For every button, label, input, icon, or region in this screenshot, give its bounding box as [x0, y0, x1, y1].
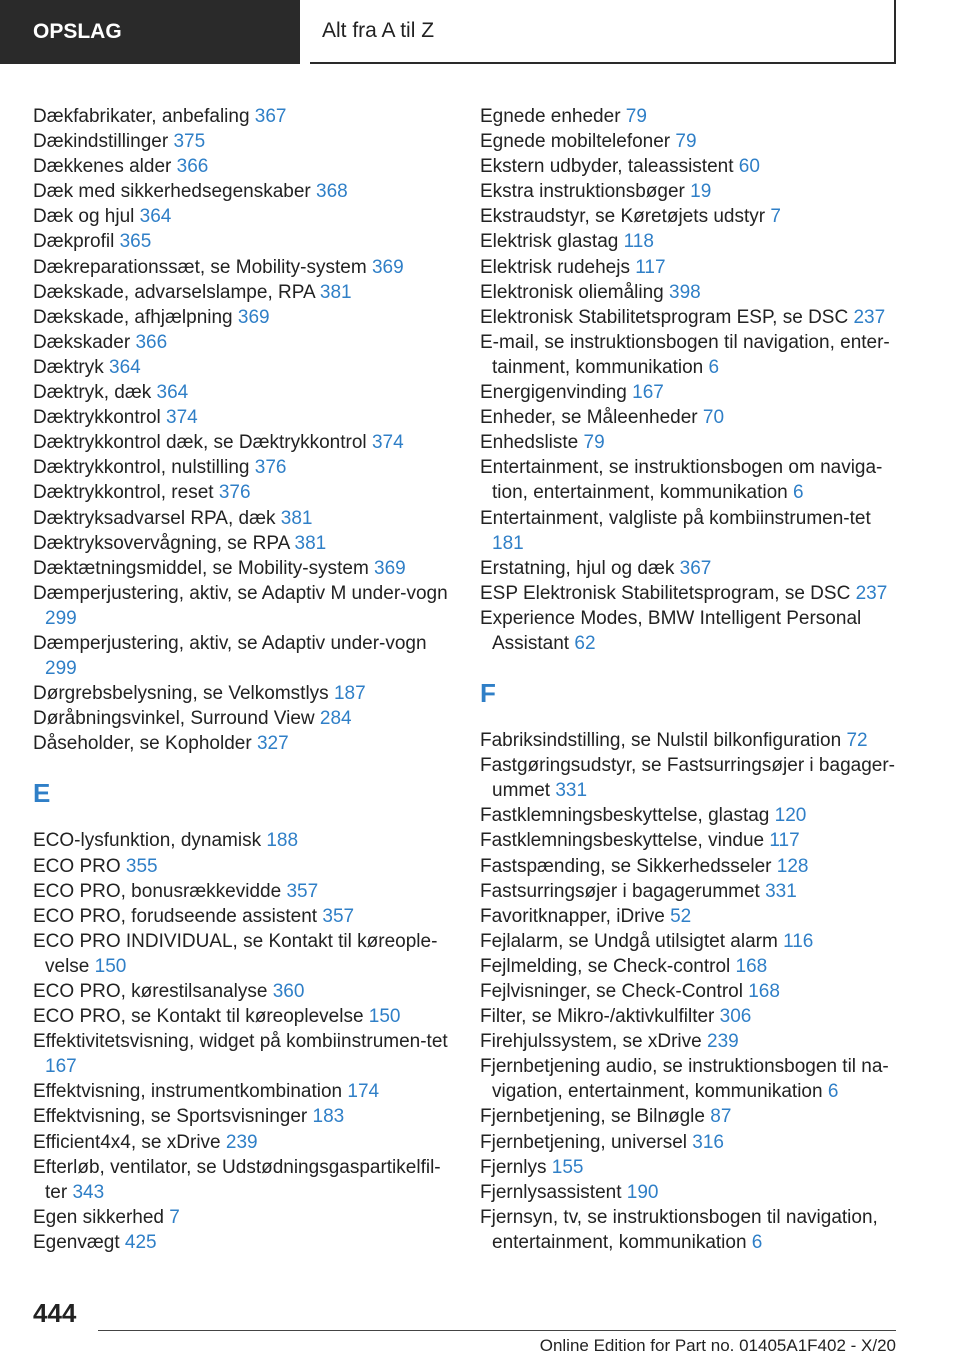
index-entry-term: ECO PRO INDIVIDUAL, se Kontakt til køreople-velse — [33, 930, 438, 977]
index-entry-term: Dækfabrikater, anbefaling — [33, 106, 250, 127]
index-entry-term: Energigenvinding — [480, 382, 627, 404]
index-page-link[interactable]: 355 — [125, 855, 158, 877]
index-entry — [33, 154, 453, 179]
index-entry — [480, 255, 900, 280]
index-entry — [480, 1155, 900, 1180]
index-page-link[interactable]: 327 — [256, 733, 289, 755]
index-entry — [33, 480, 453, 505]
index-page-link[interactable]: 60 — [738, 156, 760, 178]
index-entry-term: Dæmperjustering, aktiv, se Adaptiv under-vogn — [33, 632, 427, 654]
index-entry-term: Elektrisk glastag — [480, 231, 619, 253]
index-entry — [480, 506, 900, 556]
index-page-link[interactable]: 343 — [72, 1181, 105, 1203]
index-page-link[interactable]: 331 — [765, 880, 797, 902]
index-page-link[interactable]: 168 — [735, 955, 768, 977]
index-page-link[interactable]: 79 — [583, 432, 605, 454]
index-entry-term: Effektvisning, se Sportsvisninger — [33, 1106, 308, 1128]
index-page-link[interactable]: 52 — [670, 905, 692, 927]
index-entry-term: Fastspænding, se Sikkerhedsseler — [480, 855, 772, 877]
index-entry — [480, 828, 900, 853]
index-entry-term: Efficient4x4, se xDrive — [33, 1131, 221, 1153]
footer-edition: Online Edition for Part no. 01405A1F402 - X/20 — [539, 1336, 896, 1355]
index-entry-term: E-mail, se instruktionsbogen til navigation, enter-tainment, kommunikation — [480, 331, 890, 378]
index-entry-term: Dæk med sikkerhedsegenskaber — [33, 181, 311, 203]
index-entry-term: ECO PRO, bonusrækkevidde — [33, 880, 282, 902]
index-entry-term: Fjernlysassistent — [480, 1181, 622, 1203]
index-entry — [33, 828, 453, 853]
index-page-link[interactable]: 62 — [574, 632, 596, 654]
index-entry — [33, 1104, 453, 1129]
index-entry — [480, 330, 900, 380]
index-entry — [33, 305, 453, 330]
index-entry — [480, 280, 900, 305]
index-entry-term: Fejlvisninger, se Check-Control — [480, 981, 743, 1002]
index-entry — [480, 753, 900, 803]
index-entry — [33, 556, 453, 581]
index-column-left — [33, 104, 453, 1255]
index-entry — [33, 255, 453, 280]
index-page-link[interactable]: 120 — [774, 805, 807, 827]
index-entry — [33, 1004, 453, 1029]
index-page-link[interactable]: 6 — [827, 1081, 839, 1103]
index-entry-term: Dåseholder, se Kopholder — [33, 733, 252, 755]
index-entry-term: ECO PRO, kørestilsanalyse — [33, 981, 268, 1002]
index-page-link[interactable]: 187 — [333, 683, 366, 705]
index-entry-term: Fjernbetjening audio, se instruktionsbogen til na-vigation, entertainment, kommunikation — [480, 1056, 889, 1103]
index-entry-term: Fjernbetjening, universel — [480, 1131, 688, 1153]
section-tab — [0, 0, 300, 64]
index-entry-term: Elektrisk rudehejs — [480, 256, 630, 278]
index-entry-term: ESP Elektronisk Stabilitetsprogram, se DSC — [480, 582, 851, 604]
index-entry — [480, 606, 900, 656]
index-entry — [33, 104, 453, 129]
index-entry — [33, 1029, 453, 1079]
index-entry-term: Fjernsyn, tv, se instruktionsbogen til navigation, entertainment, kommunikation — [480, 1206, 878, 1253]
index-entry-term: Dæktryksovervågning, se RPA — [33, 532, 290, 554]
index-entry — [480, 904, 900, 929]
footer-divider — [98, 1330, 896, 1331]
index-page-link[interactable]: 237 — [855, 582, 888, 604]
index-page-link[interactable]: 237 — [853, 306, 886, 328]
index-page-link[interactable]: 174 — [347, 1081, 380, 1103]
page-number: 444 — [33, 1298, 77, 1328]
index-entry — [33, 1130, 453, 1155]
index-entry — [480, 405, 900, 430]
index-entry-term: Efterløb, ventilator, se Udstødningsgaspartikelfil-ter — [33, 1156, 441, 1203]
index-entry — [480, 204, 900, 229]
index-entry-term: Dækskade, advarselslampe, RPA — [33, 281, 315, 303]
index-entry-term: Dæktryk, dæk — [33, 382, 152, 404]
index-entry-term: Dækprofil — [33, 231, 115, 253]
index-entry-term: Fjernlys — [480, 1156, 547, 1178]
index-entry-term: Entertainment, valgliste på kombiinstrumen-tet — [480, 507, 871, 529]
index-entry-term: Dækskade, afhjælpning — [33, 306, 233, 328]
index-page-link[interactable]: 366 — [135, 331, 168, 353]
index-page-link[interactable]: 239 — [225, 1131, 258, 1153]
index-page-link[interactable]: 376 — [254, 457, 287, 479]
index-page-link[interactable]: 374 — [371, 432, 404, 454]
index-entry — [480, 581, 900, 606]
index-page-link[interactable]: 155 — [551, 1156, 584, 1178]
index-entry-term: Erstatning, hjul og dæk — [480, 557, 675, 579]
index-page-link[interactable]: 6 — [751, 1231, 763, 1253]
index-entry-term: Dæktrykkontrol, reset — [33, 482, 214, 504]
index-page-link[interactable]: 128 — [776, 855, 809, 877]
index-entry-term: Ekstern udbyder, taleassistent — [480, 156, 734, 178]
index-entry — [33, 904, 453, 929]
index-entry-term: Experience Modes, BMW Intelligent Personal Assistant — [480, 607, 862, 654]
index-page-link[interactable]: 118 — [623, 231, 654, 253]
index-entry — [480, 1180, 900, 1205]
index-entry-term: Dørgrebsbelysning, se Velkomstlys — [33, 683, 329, 705]
index-page-link[interactable]: 150 — [368, 1006, 401, 1028]
index-page-link[interactable]: 367 — [254, 106, 287, 127]
index-entry — [33, 879, 453, 904]
index-entry — [33, 405, 453, 430]
index-entry — [480, 430, 900, 455]
index-entry — [480, 979, 900, 1004]
index-entry-term: Fastgøringsudstyr, se Fastsurringsøjer i bagager-ummet — [480, 755, 895, 802]
index-page-link[interactable]: 168 — [748, 981, 780, 1002]
index-entry — [33, 1205, 453, 1230]
index-page-link[interactable]: 6 — [793, 482, 804, 504]
index-entry — [33, 979, 453, 1004]
index-page-link[interactable]: 167 — [632, 382, 664, 404]
index-entry-term: Effektivitetsvisning, widget på kombiinstrumen-tet — [33, 1031, 448, 1053]
index-entry — [480, 954, 900, 979]
index-entry — [480, 1054, 900, 1104]
index-entry — [33, 1079, 453, 1104]
index-entry — [480, 728, 900, 753]
index-entry — [33, 731, 453, 756]
index-entry-term: Firehjulssystem, se xDrive — [480, 1031, 702, 1053]
index-entry-term: Dæk og hjul — [33, 206, 135, 228]
index-page-link[interactable]: 19 — [690, 181, 712, 203]
index-page-link[interactable]: 381 — [280, 507, 313, 529]
index-entry — [480, 1004, 900, 1029]
index-page-link[interactable]: 116 — [783, 930, 814, 952]
index-section-letter: F — [480, 678, 496, 709]
index-entry — [33, 430, 453, 455]
index-page-link[interactable]: 306 — [719, 1006, 752, 1028]
index-entry — [33, 929, 453, 979]
index-entry — [480, 154, 900, 179]
index-entry — [480, 854, 900, 879]
index-entry-term: Enhedsliste — [480, 432, 579, 454]
index-page-link[interactable]: 364 — [156, 382, 189, 404]
index-page-link[interactable]: 357 — [322, 905, 355, 927]
index-page-link[interactable]: 188 — [266, 830, 299, 852]
index-entry-term: Egnede mobiltelefoner — [480, 131, 671, 153]
index-page-link[interactable]: 190 — [626, 1181, 659, 1203]
index-page-link[interactable]: 7 — [169, 1206, 180, 1228]
index-page-link[interactable]: 79 — [625, 106, 647, 127]
index-entry-term: Dæktryk — [33, 356, 104, 378]
index-entry-term: Fjernbetjening, se Bilnøgle — [480, 1106, 705, 1128]
index-page-link[interactable]: 364 — [139, 206, 172, 228]
index-entry-term: Dæktrykkontrol — [33, 407, 161, 429]
index-page-link[interactable]: 375 — [173, 131, 206, 153]
index-entry — [33, 179, 453, 204]
index-entry — [480, 556, 900, 581]
index-entry-term: Dækreparationssæt, se Mobility-system — [33, 256, 367, 278]
index-entry-term: Fejlalarm, se Undgå utilsigtet alarm — [480, 930, 778, 952]
index-entry — [33, 581, 453, 631]
index-entry — [480, 305, 900, 330]
index-entry — [33, 631, 453, 681]
index-page-link[interactable]: 369 — [371, 256, 404, 278]
index-page-link[interactable]: 374 — [166, 407, 198, 429]
index-entry-term: Elektronisk Stabilitetsprogram ESP, se DSC — [480, 306, 849, 328]
index-page-link[interactable]: 117 — [635, 256, 666, 278]
index-entry — [480, 1029, 900, 1054]
index-page-link[interactable]: 7 — [770, 206, 781, 228]
index-entry-term: Filter, se Mikro-/aktivkulfilter — [480, 1006, 715, 1028]
index-entry — [33, 1230, 453, 1255]
index-page-link[interactable]: 360 — [272, 981, 305, 1002]
index-entry — [33, 280, 453, 305]
index-entry — [480, 1205, 900, 1255]
index-page-link[interactable]: 367 — [679, 557, 712, 579]
index-entry-term: Ekstra instruktionsbøger — [480, 181, 685, 203]
index-page-link[interactable]: 369 — [374, 557, 406, 579]
index-page-link[interactable]: 381 — [319, 281, 352, 303]
index-entry — [33, 455, 453, 480]
index-page-link[interactable]: 365 — [119, 231, 152, 253]
index-page-link[interactable]: 117 — [769, 830, 800, 852]
index-entry — [480, 1104, 900, 1129]
index-page-link[interactable]: 331 — [555, 780, 588, 802]
index-entry-term: Ekstraudstyr, se Køretøjets udstyr — [480, 206, 766, 228]
index-page-link[interactable]: 369 — [237, 306, 270, 328]
index-entry-term: Dækskader — [33, 331, 131, 353]
index-entry-term: Fabriksindstilling, se Nulstil bilkonfiguration — [480, 730, 842, 752]
index-page-link[interactable]: 425 — [124, 1231, 157, 1253]
index-entry-term: Dæktætningsmiddel, se Mobility-system — [33, 557, 369, 579]
index-entry — [33, 204, 453, 229]
index-entry-term: Dæmperjustering, aktiv, se Adaptiv M under-vogn — [33, 582, 448, 604]
index-page-link[interactable]: 366 — [176, 156, 209, 178]
index-entry-term: Døråbningsvinkel, Surround View — [33, 708, 315, 730]
index-entry — [480, 879, 900, 904]
index-entry — [33, 380, 453, 405]
index-entry — [33, 531, 453, 556]
index-entry — [33, 129, 453, 154]
index-entry — [33, 506, 453, 531]
index-entry — [480, 380, 900, 405]
index-entry-term: Egen sikkerhed — [33, 1206, 164, 1228]
index-entry-term: Dæktrykkontrol, nulstilling — [33, 457, 250, 479]
index-page-link[interactable]: 87 — [710, 1106, 732, 1128]
page-title: Alt fra A til Z — [322, 19, 435, 42]
index-entry — [480, 803, 900, 828]
index-page-link[interactable]: 299 — [45, 607, 77, 629]
index-entry — [480, 229, 900, 254]
index-entry-term: Fastklemningsbeskyttelse, glastag — [480, 805, 770, 827]
index-page-link[interactable]: 376 — [218, 482, 251, 504]
index-page-link[interactable]: 368 — [316, 181, 348, 203]
index-page-link[interactable]: 167 — [45, 1056, 77, 1078]
index-page-link[interactable]: 150 — [94, 955, 127, 977]
index-entry-term: Dæktryksadvarsel RPA, dæk — [33, 507, 276, 529]
index-entry-term: Fejlmelding, se Check-control — [480, 955, 731, 977]
index-entry-term: Effektvisning, instrumentkombination — [33, 1081, 343, 1103]
index-page-link[interactable]: 183 — [312, 1106, 345, 1128]
index-entry — [480, 104, 900, 129]
index-entry-term: Dæktrykkontrol dæk, se Dæktrykkontrol — [33, 432, 367, 454]
index-entry — [33, 330, 453, 355]
index-page-link[interactable]: 79 — [675, 131, 697, 153]
index-page-link[interactable]: 181 — [492, 532, 524, 554]
index-page-link[interactable]: 299 — [45, 658, 77, 680]
index-page-link[interactable]: 357 — [286, 880, 319, 902]
index-entry-term: ECO-lysfunktion, dynamisk — [33, 830, 262, 852]
index-page-link[interactable]: 398 — [669, 281, 701, 303]
index-entry — [33, 854, 453, 879]
index-entry-term: Fastklemningsbeskyttelse, vindue — [480, 830, 765, 852]
index-entry — [480, 455, 900, 505]
index-entry — [480, 179, 900, 204]
index-entry — [33, 681, 453, 706]
index-entry-term: Egnede enheder — [480, 106, 621, 127]
index-page-link[interactable]: 6 — [708, 356, 720, 378]
section-label: OPSLAG — [33, 20, 122, 43]
index-column-right — [480, 104, 900, 1255]
index-entry-term: Egenvægt — [33, 1231, 120, 1253]
index-page-link[interactable]: 284 — [319, 708, 352, 730]
index-entry — [33, 1155, 453, 1205]
index-section-letter: E — [33, 778, 51, 809]
index-entry-term: ECO PRO, forudseende assistent — [33, 905, 318, 927]
index-entry — [480, 929, 900, 954]
index-entry-term: Dækindstillinger — [33, 131, 169, 153]
index-entry-term: ECO PRO, se Kontakt til køreoplevelse — [33, 1006, 364, 1028]
index-entry-term: Fastsurringsøjer i bagagerummet — [480, 880, 760, 902]
index-page-link[interactable]: 72 — [846, 730, 868, 752]
index-entry — [33, 229, 453, 254]
index-entry-term: Dækkenes alder — [33, 156, 172, 178]
index-entry — [480, 129, 900, 154]
page-title-bar — [310, 0, 896, 64]
index-page-link[interactable]: 364 — [109, 356, 141, 378]
index-entry — [480, 1130, 900, 1155]
index-page-link[interactable]: 239 — [707, 1031, 739, 1053]
index-entry-term: Elektronisk oliemåling — [480, 281, 664, 303]
index-entry-term: Favoritknapper, iDrive — [480, 905, 665, 927]
index-page-link[interactable]: 381 — [294, 532, 327, 554]
index-entry — [33, 355, 453, 380]
index-entry-term: ECO PRO — [33, 855, 121, 877]
index-page-link[interactable]: 316 — [692, 1131, 724, 1153]
index-entry — [33, 706, 453, 731]
index-page-link[interactable]: 70 — [702, 407, 725, 429]
index-entry-term: Enheder, se Måleenheder — [480, 407, 698, 429]
index-entry-term: Entertainment, se instruktionsbogen om naviga-tion, entertainment, kommunikation — [480, 457, 883, 504]
